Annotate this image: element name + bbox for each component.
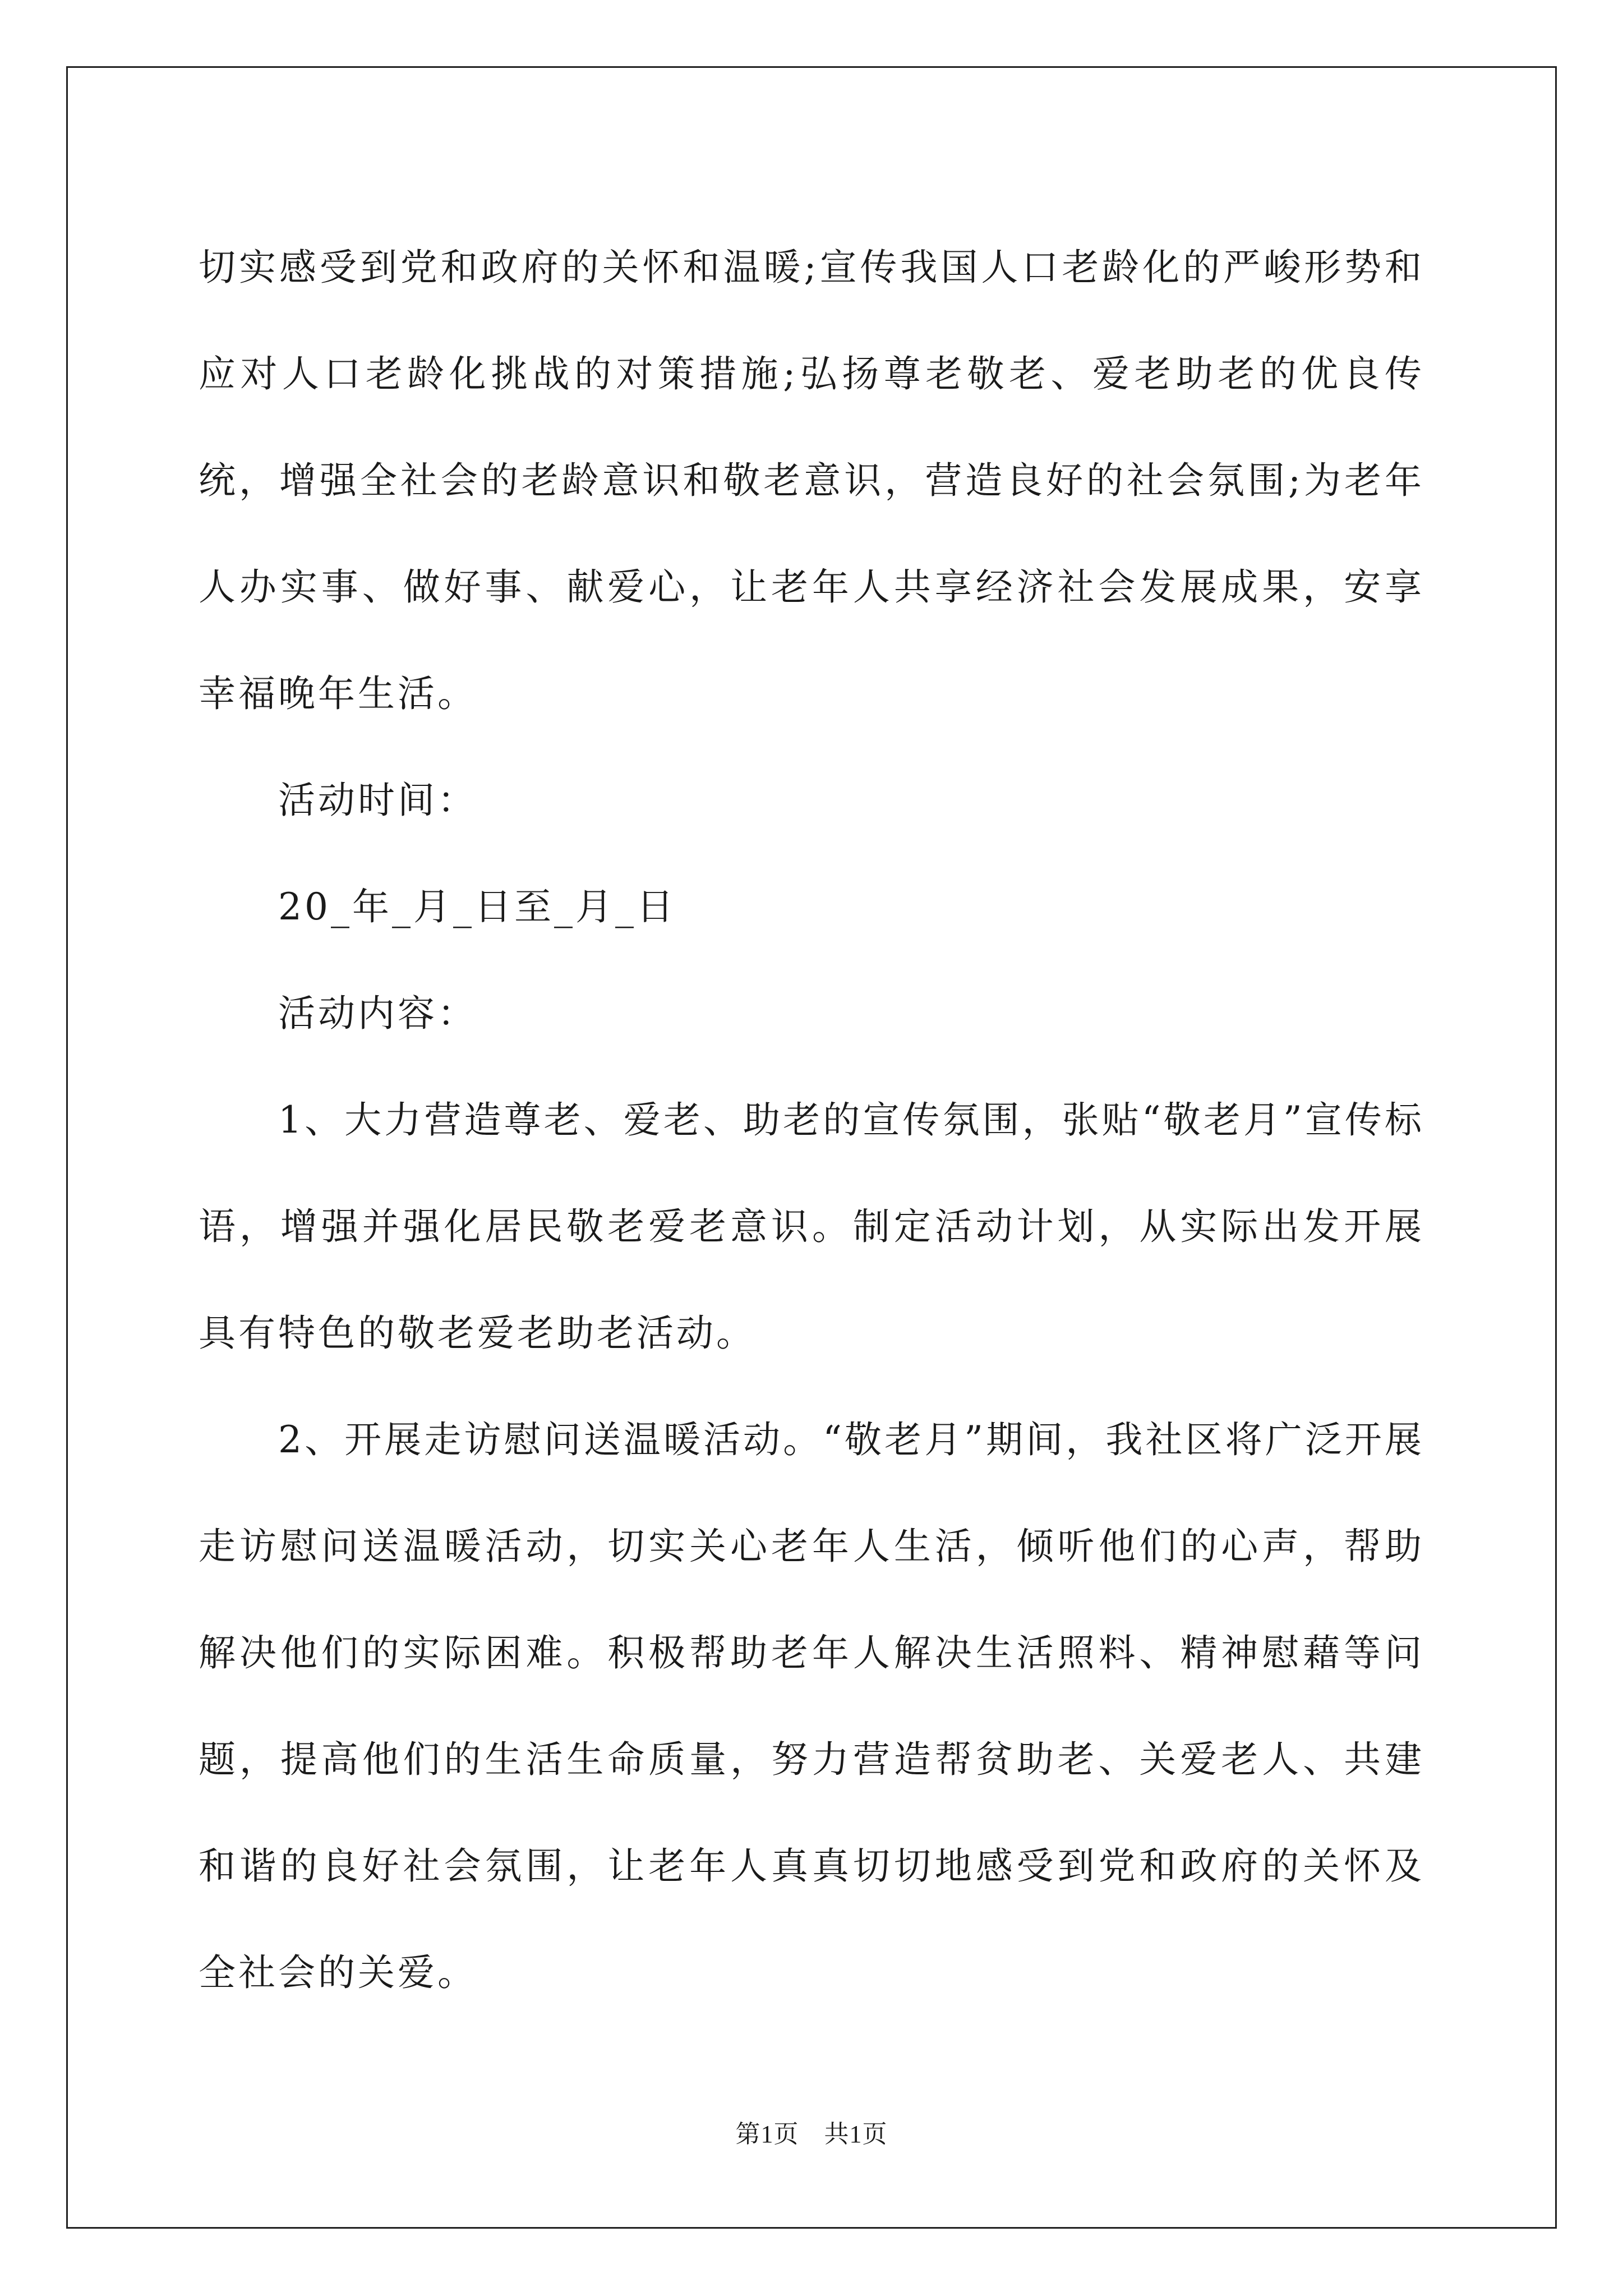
- paragraph-item-1: 1、大力营造尊老、爱老、助老的宣传氛围，张贴“敬老月”宣传标语，增强并强化居民敬老爱老意识。制定活动计划，从实际出发开展具有特色的敬老爱老助老活动。: [199, 1098, 1424, 1355]
- paragraph-activity-content-heading: 活动内容：: [278, 992, 477, 1035]
- paragraph-activity-date: 20_年_月_日至_月_日: [278, 885, 676, 928]
- paragraph-activity-time-heading: 活动时间：: [278, 779, 477, 822]
- document-body: [199, 214, 1424, 2026]
- paragraph-item-2: 2、开展走访慰问送温暖活动。“敬老月”期间，我社区将广泛开展走访慰问送温暖活动，切实关心老年人生活，倾听他们的心声，帮助解决他们的实际困难。积极帮助老年人解决生活照料、精神慰藉等问题，提高他们的生活生命质量，努力营造帮贫助老、关爱老人、共建和谐的良好社会氛围，让老年人真真切切地感受到党和政府的关怀及全社会的关爱。: [199, 1418, 1424, 1994]
- paragraph-intro: 切实感受到党和政府的关怀和温暖;宣传我国人口老龄化的严峻形势和应对人口老龄化挑战的对策措施;弘扬尊老敬老、爱老助老的优良传统，增强全社会的老龄意识和敬老意识，营造良好的社会氛围;为老年人办实事、做好事、献爱心，让老年人共享经济社会发展成果，安享幸福晚年生活。: [199, 246, 1424, 715]
- page-footer: 第1页 共1页: [735, 2120, 888, 2148]
